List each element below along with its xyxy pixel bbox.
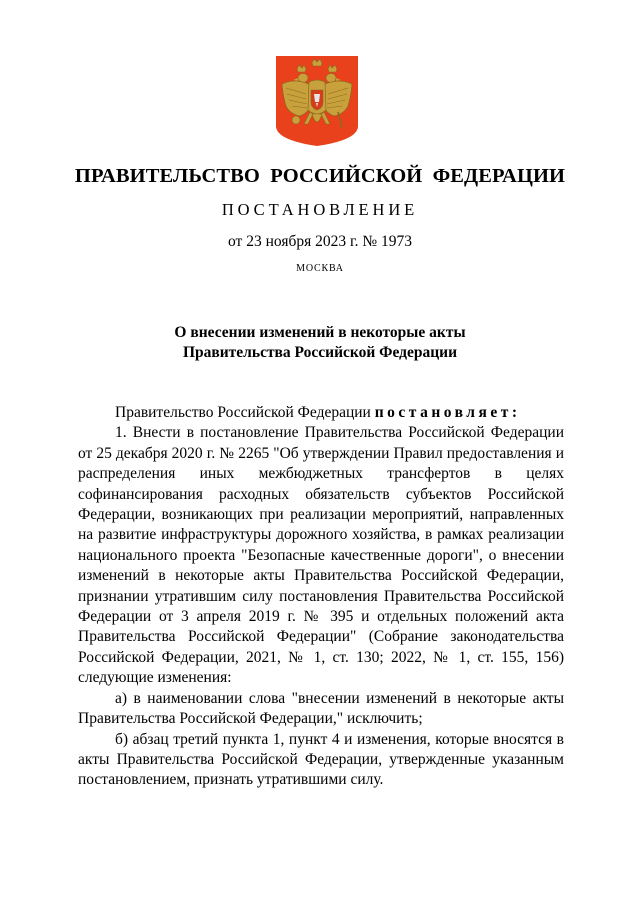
document-subject <box>0 323 640 363</box>
document-date-number: от 23 ноября 2023 г. № 1973 <box>228 233 412 250</box>
document-body <box>78 403 564 791</box>
document-city: МОСКВА <box>296 263 344 274</box>
intro-text: Правительство Российской Федерации <box>115 404 375 421</box>
document-type: ПОСТАНОВЛЕНИЕ <box>221 200 419 219</box>
item-1a-paragraph: а) в наименовании слова "внесении изменений в некоторые акты Правительства Российской Федерации," исключить; <box>78 689 564 728</box>
subject-line-2: Правительства Российской Федерации <box>182 344 458 361</box>
government-title: ПРАВИТЕЛЬСТВО РОССИЙСКОЙ ФЕДЕРАЦИИ <box>74 165 566 187</box>
item-1b-paragraph: б) абзац третий пункта 1, пункт 4 и изменения, которые вносятся в акты Правительства Российской Федерации, утвержденные указанным постановлением, признать утратившими силу. <box>78 730 564 789</box>
decree-word: постановляет: <box>374 404 521 421</box>
intro-paragraph <box>78 403 564 423</box>
item-1-paragraph: 1. Внести в постановление Правительства Российской Федерации от 25 декабря 2020 г. № 2265 "Об утверждении Правил предоставления и распределения иных межбюджетных трансфертов в целях софинансирования расходных обязательств субъектов Российской Федерации, возникающих при реализации мероприятий, направленных на развитие инфраструктуры дорожного хозяйства, в рамках реализации национального проекта "Безопасные качественные дороги", о внесении изменений в некоторые акты Правительства Российской Федерации, признании утратившим силу постановления Правительства Российской Федерации от 3 апреля 2019 г. № 395 и отдельных положений акта Правительства Российской Федерации" (Собрание законодательства Российской Федерации, 2021, № 1, ст. 130; 2022, № 1, ст. 155, 156) следующие изменения: <box>78 424 564 687</box>
subject-line-1: О внесении изменений в некоторые акты <box>174 324 466 341</box>
coat-of-arms-icon <box>276 56 358 146</box>
